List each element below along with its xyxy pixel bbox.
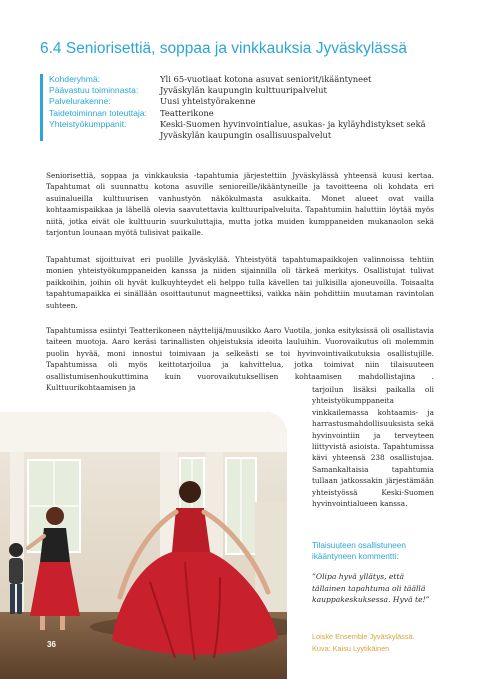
info-row-service-structure	[49, 96, 449, 107]
info-label: Palvelurakenne:	[49, 96, 111, 107]
quote-heading: Tilaisuuteen osallistuneen ikääntyneen kommentti:	[312, 541, 406, 561]
info-value: Uusi yhteistyörakenne	[160, 96, 256, 107]
caption-credit: Kuva: Kaisu Lyytikäinen	[312, 643, 390, 653]
info-value: Keski-Suomen hyvinvointialue, asukas- ja kyläyhdistykset sekä Jyväskylän kaupungin osallisuuspalvelut	[160, 118, 426, 141]
page-number: 36	[47, 640, 56, 649]
info-label: Kohderyhmä:	[49, 74, 101, 84]
paragraph-performances-continued: tarjoilun lisäksi paikalla oli yhteistyökumppaneita vinkkailemassa kohtaamis- ja harrastusmahdollisuuksista sekä hyvinvointiin ja terveyteen liittyvistä asioista. Tapahtumissa kävi yhteensä 238 osallistujaa. Samankaltaisia tapahtumia tullaan jatkossakin järjestämään yhteistyössä Keski-Suomen hyvinvointialueen kanssa.	[312, 385, 434, 509]
page-title: 6.4 Seniorisettiä, soppaa ja vinkkauksia Jyväskylässä	[40, 40, 408, 57]
info-row-partners	[49, 119, 449, 141]
info-row-target-group	[49, 74, 449, 85]
photo-caption	[312, 631, 462, 654]
paragraph-intro: Seniorisettiä, soppaa ja vinkkauksia -tapahtumia järjestettiin Jyväskylässä yhteensä kuusi kertaa. Tapahtumat oli suunnattu kotona asuville senioreille/ikääntyneille ja tavoitteena oli kohdata eri asuinalueilla kulttuurisen vanhustyön näkökulmasta asukkaita. Monet alueet ovat vailla kohtaamispaikkaa ja lähellä olevia saavutettavia kulttuuripalveluita. Tapahtumiin haluttiin löytää myös niitä, jotka eivät ole kulttuurin suurkuluttajia, mutta jotka muiden kumppaneiden mukanaolon sekä tarjontun lounaan myötä tulisivat paikalle.	[46, 171, 434, 238]
info-label: Päävastuu toiminnasta:	[49, 85, 139, 96]
info-label: Taidetoiminnan toteuttaja:	[49, 107, 147, 118]
project-info-box	[40, 74, 449, 141]
info-label: Yhteistyökumppanit:	[49, 118, 127, 129]
dance-photo-illustration	[0, 412, 287, 679]
info-row-art-provider	[49, 108, 449, 119]
event-photo	[0, 412, 287, 679]
quote-text: ”Olipa hyvä yllätys, että tällainen tapahtuma oli täällä kauppakeskuksessa. Hyvä te!”	[312, 572, 430, 604]
caption-title: Loiske Ensemble Jyväskylässä.	[312, 632, 415, 641]
info-row-responsibility	[49, 85, 449, 96]
info-value: Jyväskylän kaupungin kulttuuripalvelut	[160, 85, 327, 96]
info-value: Yli 65-vuotiaat kotona asuvat seniorit/ikääntyneet	[160, 74, 372, 84]
info-value: Teatterikone	[160, 107, 214, 118]
paragraph-performances-lead: Tapahtumissa esiintyi Teatterikoneen näyttelijä/muusikko Aaro Vuotila, jonka esityksissä oli osallistavia taiteen muotoja. Aaro keräsi tarinallisten ohjeistuksia ideoita lauluihin. Vuorovaikutus oli molemmin puolin hyvää, moni innostui toimivaan ja selkeästi se toi hyvinvointivaikutuksia osallistujille. Tapahtumissa oli myös keittotarjoilua ja kahvittelua, jotka toimivat niin tilaisuuteen osallistumisenhoukuttimina kuin vuorovaikutuksellisen kohtaamisen mahdollistajina . Kulttuurikohtaamisen ja	[46, 326, 434, 393]
paragraph-locations: Tapahtumat sijoittuivat eri puolille Jyväskylää. Yhteistyötä tapahtumapaikkojen valinnoissa tehtiin monien yhteistyökumppaneiden kanssa ja niiden sijainnilla oli tärkeä merkitys. Osallistujat tulivat paikkoihin, joihin oli hyvät kulkuyhteydet eli helppo tulla kävellen tai julkisilla ajoneuvoilla. Toisaalta tapahtumapaikka ei sinällään osoittautunut magneettiksi, vaikka näin pohdittiin muutaman ravintolan suhteen.	[46, 255, 434, 310]
